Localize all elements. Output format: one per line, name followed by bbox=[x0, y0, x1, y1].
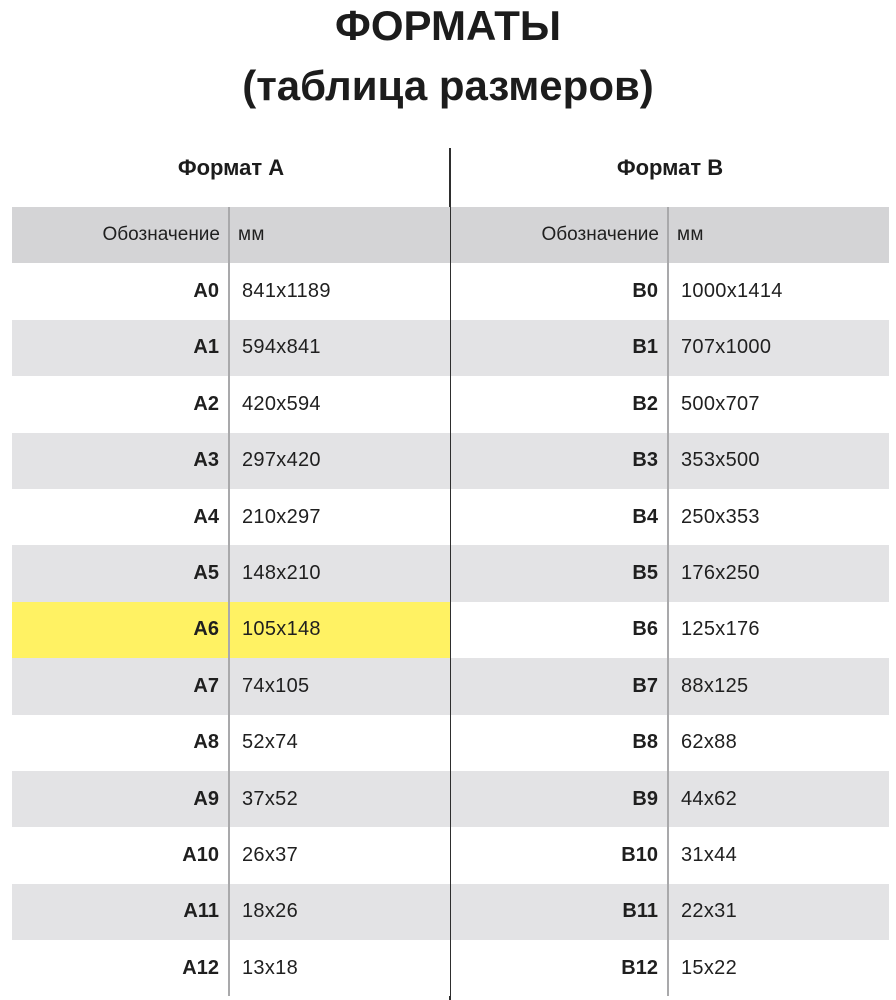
format-size: 707x1000 bbox=[681, 336, 772, 359]
table-row bbox=[451, 433, 889, 489]
format-code: A7 bbox=[12, 658, 230, 714]
header-mm: мм bbox=[238, 224, 265, 246]
format-size: 420x594 bbox=[242, 392, 321, 415]
format-code: A0 bbox=[12, 263, 230, 319]
format-code: A2 bbox=[12, 376, 230, 432]
format-code: B7 bbox=[451, 658, 669, 714]
format-code: A1 bbox=[12, 320, 230, 376]
format-size: 44x62 bbox=[681, 787, 737, 810]
table-row bbox=[12, 489, 450, 545]
format-code: B0 bbox=[451, 263, 669, 319]
format-code: A10 bbox=[12, 827, 230, 883]
table-row bbox=[451, 771, 889, 827]
format-size: 88x125 bbox=[681, 674, 749, 697]
format-size: 297x420 bbox=[242, 449, 321, 472]
table-row bbox=[451, 827, 889, 883]
format-code: B4 bbox=[451, 489, 669, 545]
table-row bbox=[451, 658, 889, 714]
table-row bbox=[12, 827, 450, 883]
table-row bbox=[451, 602, 889, 658]
format-size: 148x210 bbox=[242, 562, 321, 585]
table-row bbox=[451, 545, 889, 601]
format-size: 15x22 bbox=[681, 956, 737, 979]
table-row bbox=[451, 940, 889, 996]
table-row bbox=[12, 320, 450, 376]
table-row bbox=[12, 715, 450, 771]
format-size: 250x353 bbox=[681, 505, 760, 528]
table-row bbox=[451, 884, 889, 940]
table-row bbox=[451, 320, 889, 376]
table-row bbox=[12, 884, 450, 940]
format-code: B3 bbox=[451, 433, 669, 489]
format-code: B10 bbox=[451, 827, 669, 883]
table-row bbox=[12, 658, 450, 714]
format-code: A11 bbox=[12, 884, 230, 940]
format-size: 74x105 bbox=[242, 674, 310, 697]
table-row bbox=[12, 433, 450, 489]
format-size: 62x88 bbox=[681, 731, 737, 754]
table-row bbox=[451, 263, 889, 319]
format-size: 26x37 bbox=[242, 843, 298, 866]
format-code: B2 bbox=[451, 376, 669, 432]
format-a-table bbox=[12, 148, 450, 996]
format-size: 22x31 bbox=[681, 900, 737, 923]
format-size: 125x176 bbox=[681, 618, 760, 641]
format-code: A9 bbox=[12, 771, 230, 827]
header-designation: Обозначение bbox=[451, 207, 669, 263]
format-size: 31x44 bbox=[681, 843, 737, 866]
format-code: B9 bbox=[451, 771, 669, 827]
format-code: B1 bbox=[451, 320, 669, 376]
format-b-header-row bbox=[451, 207, 889, 263]
table-row bbox=[12, 263, 450, 319]
format-a-heading: Формат А bbox=[177, 155, 285, 180]
format-code: B6 bbox=[451, 602, 669, 658]
table-row-highlighted bbox=[12, 602, 450, 658]
table-row bbox=[12, 771, 450, 827]
format-code: A6 bbox=[12, 602, 230, 658]
format-size: 105x148 bbox=[242, 618, 321, 641]
header-mm: мм bbox=[677, 224, 704, 246]
format-size: 353x500 bbox=[681, 449, 760, 472]
format-size: 18x26 bbox=[242, 900, 298, 923]
format-size: 841x1189 bbox=[242, 280, 331, 303]
table-row bbox=[12, 545, 450, 601]
format-a-header-row bbox=[12, 207, 450, 263]
format-code: B8 bbox=[451, 715, 669, 771]
table-row bbox=[12, 376, 450, 432]
format-size: 1000x1414 bbox=[681, 280, 783, 303]
format-b-heading: Формат В bbox=[616, 155, 724, 180]
format-size: 500x707 bbox=[681, 392, 760, 415]
table-row bbox=[451, 489, 889, 545]
format-size: 210x297 bbox=[242, 505, 321, 528]
header-designation: Обозначение bbox=[12, 207, 230, 263]
format-code: B11 bbox=[451, 884, 669, 940]
format-size: 37x52 bbox=[242, 787, 298, 810]
table-row bbox=[451, 376, 889, 432]
page-title: ФОРМАТЫ bbox=[335, 2, 561, 49]
table-row bbox=[12, 940, 450, 996]
format-code: A3 bbox=[12, 433, 230, 489]
format-code: A8 bbox=[12, 715, 230, 771]
format-code: A4 bbox=[12, 489, 230, 545]
page-subtitle: (таблица размеров) bbox=[242, 62, 654, 109]
format-code: A12 bbox=[12, 940, 230, 996]
table-row bbox=[451, 715, 889, 771]
format-code: B5 bbox=[451, 545, 669, 601]
format-size: 52x74 bbox=[242, 731, 298, 754]
format-code: A5 bbox=[12, 545, 230, 601]
format-size: 594x841 bbox=[242, 336, 321, 359]
format-size: 13x18 bbox=[242, 956, 298, 979]
format-b-table bbox=[451, 148, 889, 996]
format-size: 176x250 bbox=[681, 562, 760, 585]
format-code: B12 bbox=[451, 940, 669, 996]
